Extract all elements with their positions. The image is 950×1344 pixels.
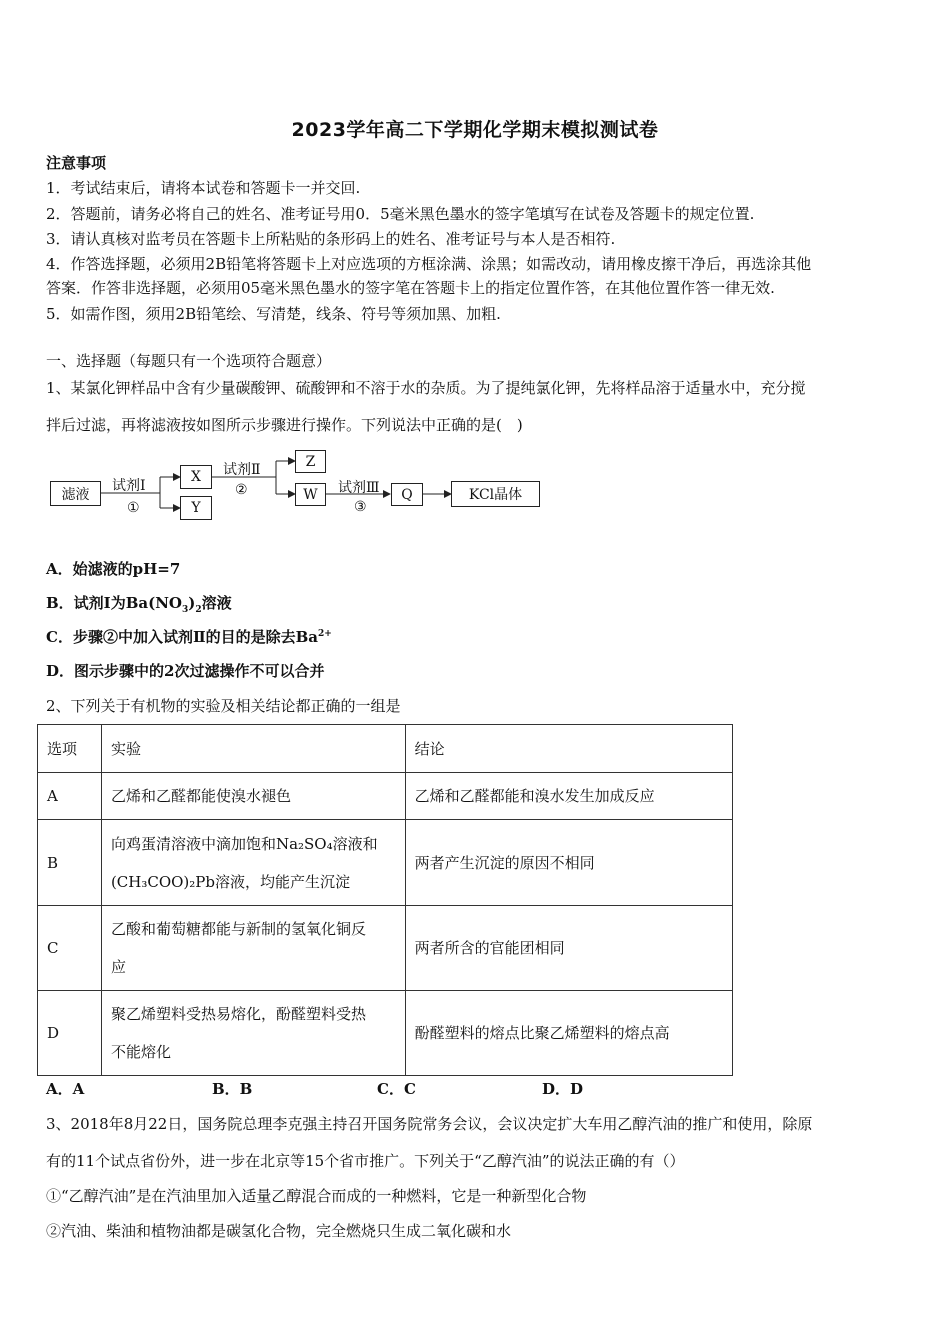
q-box: Q bbox=[391, 483, 423, 506]
notice-heading: 注意事项 bbox=[46, 154, 107, 172]
answer-option-c: C．C bbox=[377, 1080, 416, 1098]
q1-option-b: B．试剂Ⅰ为$Ba(NO_3)_2$溶液 bbox=[46, 594, 232, 615]
x-box: X bbox=[180, 465, 212, 489]
q1-option-a: A．始滤液的pH=7 bbox=[46, 560, 181, 578]
q2-table bbox=[37, 724, 733, 1076]
w-box: W bbox=[295, 483, 326, 506]
kcl-crystal-box: KCl晶体 bbox=[451, 481, 540, 507]
option-cell: A bbox=[38, 773, 102, 820]
y-box: Y bbox=[180, 496, 212, 520]
table-row bbox=[38, 820, 733, 906]
table-row bbox=[38, 991, 733, 1076]
q1-stem-line1: 1、某氯化钾样品中含有少量碳酸钾、硫酸钾和不溶于水的杂质。为了提纯氯化钾，先将样品溶于适量水中，充分搅 bbox=[46, 379, 806, 397]
q1-option-c: C．步骤②中加入试剂Ⅱ的目的是除去$Ba^{2+}$ bbox=[46, 628, 332, 646]
option-cell: B bbox=[38, 820, 102, 906]
table-row bbox=[38, 906, 733, 991]
answer-option-b: B．B bbox=[212, 1080, 253, 1098]
q2-stem: 2、下列关于有机物的实验及相关结论都正确的一组是 bbox=[46, 697, 401, 715]
q3-stem-line2: 有的11个试点省份外，进一步在北京等15个省市推广。下列关于“乙醇汽油”的说法正确的有（） bbox=[46, 1152, 685, 1170]
notice-item: 1．考试结束后，请将本试卷和答题卡一并交回. bbox=[46, 179, 361, 197]
q1-stem-line2: 拌后过滤，再将滤液按如图所示步骤进行操作。下列说法中正确的是( ) bbox=[46, 416, 523, 434]
table-header-row bbox=[38, 725, 733, 773]
q3-statement-2: ②汽油、柴油和植物油都是碳氢化合物，完全燃烧只生成二氧化碳和水 bbox=[46, 1222, 512, 1240]
page-title: 2023学年高二下学期化学期末模拟测试卷 bbox=[291, 119, 659, 141]
notice-item: 答案．作答非选择题，必须用05毫米黑色墨水的签字笔在答题卡上的指定位置作答，在其他位置作答一律无效. bbox=[46, 279, 775, 297]
header-cell: 选项 bbox=[38, 725, 102, 773]
step-3-label: ③ bbox=[354, 499, 367, 515]
notice-item: 4．作答选择题，必须用2B铅笔将答题卡上对应选项的方框涂满、涂黑；如需改动，请用橡皮擦干净后，再选涂其他 bbox=[46, 255, 812, 273]
filtrate-box: 滤液 bbox=[50, 481, 101, 506]
z-box: Z bbox=[295, 450, 326, 473]
answer-option-d: D．D bbox=[542, 1080, 584, 1098]
table-row bbox=[38, 773, 733, 820]
reagent-1-label: 试剂Ⅰ bbox=[112, 478, 146, 494]
conclusion-cell: 两者所含的官能团相同 bbox=[405, 906, 732, 991]
header-cell: 结论 bbox=[405, 725, 732, 773]
option-cell: D bbox=[38, 991, 102, 1076]
reagent-2-label: 试剂Ⅱ bbox=[223, 462, 261, 478]
experiment-cell: 乙烯和乙醛都能使溴水褪色 bbox=[101, 773, 405, 820]
conclusion-cell: 酚醛塑料的熔点比聚乙烯塑料的熔点高 bbox=[405, 991, 732, 1076]
conclusion-cell: 乙烯和乙醛都能和溴水发生加成反应 bbox=[405, 773, 732, 820]
flow-connectors bbox=[0, 0, 950, 530]
conclusion-cell: 两者产生沉淀的原因不相同 bbox=[405, 820, 732, 906]
notice-item: 2．答题前，请务必将自己的姓名、准考证号用0．5毫米黑色墨水的签字笔填写在试卷及答题卡的规定位置. bbox=[46, 205, 755, 223]
option-cell: C bbox=[38, 906, 102, 991]
section-heading: 一、选择题（每题只有一个选项符合题意） bbox=[46, 352, 332, 370]
experiment-cell: 向鸡蛋清溶液中滴加饱和Na₂SO₄溶液和 (CH₃COO)₂Pb溶液，均能产生沉淀 bbox=[101, 820, 405, 906]
notice-item: 5．如需作图，须用2B铅笔绘、写清楚，线条、符号等须加黑、加粗. bbox=[46, 305, 501, 323]
notice-item: 3．请认真核对监考员在答题卡上所粘贴的条形码上的姓名、准考证号与本人是否相符. bbox=[46, 230, 616, 248]
reagent-3-label: 试剂Ⅲ bbox=[338, 480, 380, 496]
q3-statement-1: ①“乙醇汽油”是在汽油里加入适量乙醇混合而成的一种燃料，它是一种新型化合物 bbox=[46, 1187, 587, 1205]
answer-option-a: A．A bbox=[46, 1080, 85, 1098]
header-cell: 实验 bbox=[101, 725, 405, 773]
step-1-label: ① bbox=[127, 500, 140, 516]
q3-stem-line1: 3、2018年8月22日，国务院总理李克强主持召开国务院常务会议，会议决定扩大车用乙醇汽油的推广和使用，除原 bbox=[46, 1115, 813, 1133]
experiment-cell: 聚乙烯塑料受热易熔化，酚醛塑料受热 不能熔化 bbox=[101, 991, 405, 1076]
experiment-cell: 乙酸和葡萄糖都能与新制的氢氧化铜反 应 bbox=[101, 906, 405, 991]
step-2-label: ② bbox=[235, 482, 248, 498]
flow-diagram bbox=[0, 0, 950, 530]
q1-option-d: D．图示步骤中的2次过滤操作不可以合并 bbox=[46, 662, 325, 680]
